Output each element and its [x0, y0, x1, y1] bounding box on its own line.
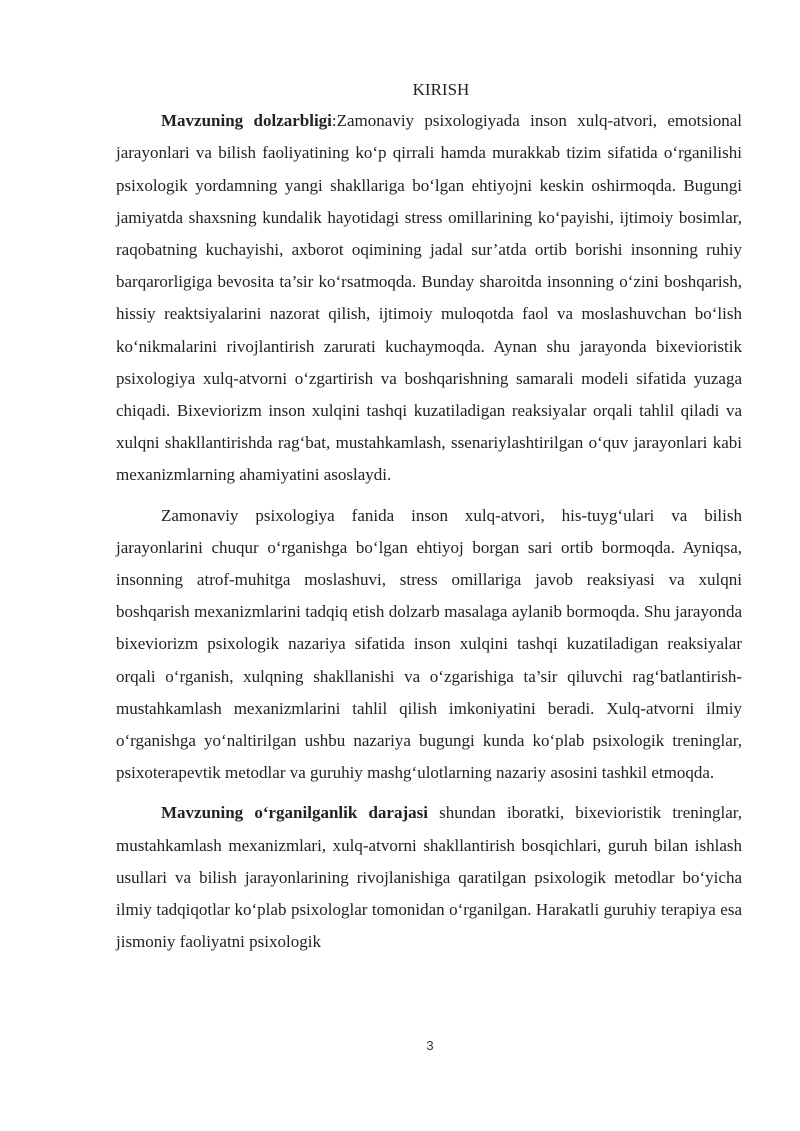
page-content	[116, 74, 742, 966]
paragraph-heading-study-degree: Mavzuning o‘rganilganlik darajasi	[161, 803, 428, 823]
paragraph-text-study-degree: shundan iboratki, bixevioristik treninglar, mustahkamlash mexanizmlari, xulq-atvorni shakllantirish bosqichlari, guruh bilan ishlash usullari va bilish jarayonlarining rivojlanishiga qaratilgan psixologik metodlar bo‘yicha ilmiy tadqiqotlar ko‘plab psixologlar tomonidan o‘rganilgan. Harakatli guruhiy terapiya esa jismoniy faoliyatni psixologik	[116, 803, 742, 952]
paragraph-text-relevance: :Zamonaviy psixologiyada inson xulq-atvori, emotsional jarayonlari va bilish faoliyatining ko‘p qirrali hamda murakkab tizim sifatida o‘rganilishi psixologik yordamning yangi shakllariga bo‘lgan ehtiyojni keskin oshirmoqda. Bugungi jamiyatda shaxsning kundalik hayotidagi stress omillarining ko‘payishi, ijtimoiy bosimlar, raqobatning kuchayishi, axborot oqimining jadal sur’atda ortib borishi insonning ruhiy barqarorligiga bevosita ta’sir ko‘rsatmoqda. Bunday sharoitda insonning o‘zini boshqarish, hissiy reaktsiyalarini nazorat qilish, ijtimoiy muloqotda faol va moslashuvchan bo‘lish ko‘nikmalarini rivojlantirish zarurati kuchaymoqda. Aynan shu jarayonda bixevioristik psixologiya xulq-atvorni o‘zgartirish va boshqarishning samarali modeli sifatida yuzaga chiqadi. Bixeviorizm inson xulqini tashqi kuzatiladigan reaksiyalar orqali tahlil qiladi va xulqni shakllantirishda rag‘bat, mustahkamlash, ssenariylashtirilgan o‘quv jarayonlari kabi mexanizmlarning ahamiyatini asoslaydi.	[116, 111, 742, 485]
paragraph-relevance	[116, 105, 742, 491]
paragraph-context	[116, 500, 742, 790]
page-number: 3	[426, 1038, 434, 1053]
page-title: KIRISH	[412, 80, 470, 99]
paragraph-heading-relevance: Mavzuning dolzarbligi	[161, 111, 332, 131]
paragraph-study-degree	[116, 797, 742, 958]
paragraph-text-context: Zamonaviy psixologiya fanida inson xulq-atvori, his-tuyg‘ulari va bilish jarayonlarini chuqur o‘rganishga bo‘lgan ehtiyoj borgan sari ortib bormoqda. Ayniqsa, insonning atrof-muhitga moslashuvi, stress omillariga javob reaksiyasi va xulqni boshqarish mexanizmlarini tadqiq etish dolzarb masalaga aylanib bormoqda. Shu jarayonda bixeviorizm psixologik nazariya sifatida inson xulqini tashqi kuzatiladigan reaksiyalar orqali o‘rganish, xulqning shakllanishi va o‘zgarishiga ta’sir qiluvchi rag‘batlantirish-mustahkamlash mexanizmlarini tahlil qilish imkoniyatini beradi. Xulq-atvorni ilmiy o‘rganishga yo‘naltirilgan ushbu nazariya bugungi kunda ko‘plab psixologik treninglar, psixoterapevtik metodlar va guruhiy mashg‘ulotlarning nazariy asosini tashkil etmoqda.	[116, 505, 742, 783]
